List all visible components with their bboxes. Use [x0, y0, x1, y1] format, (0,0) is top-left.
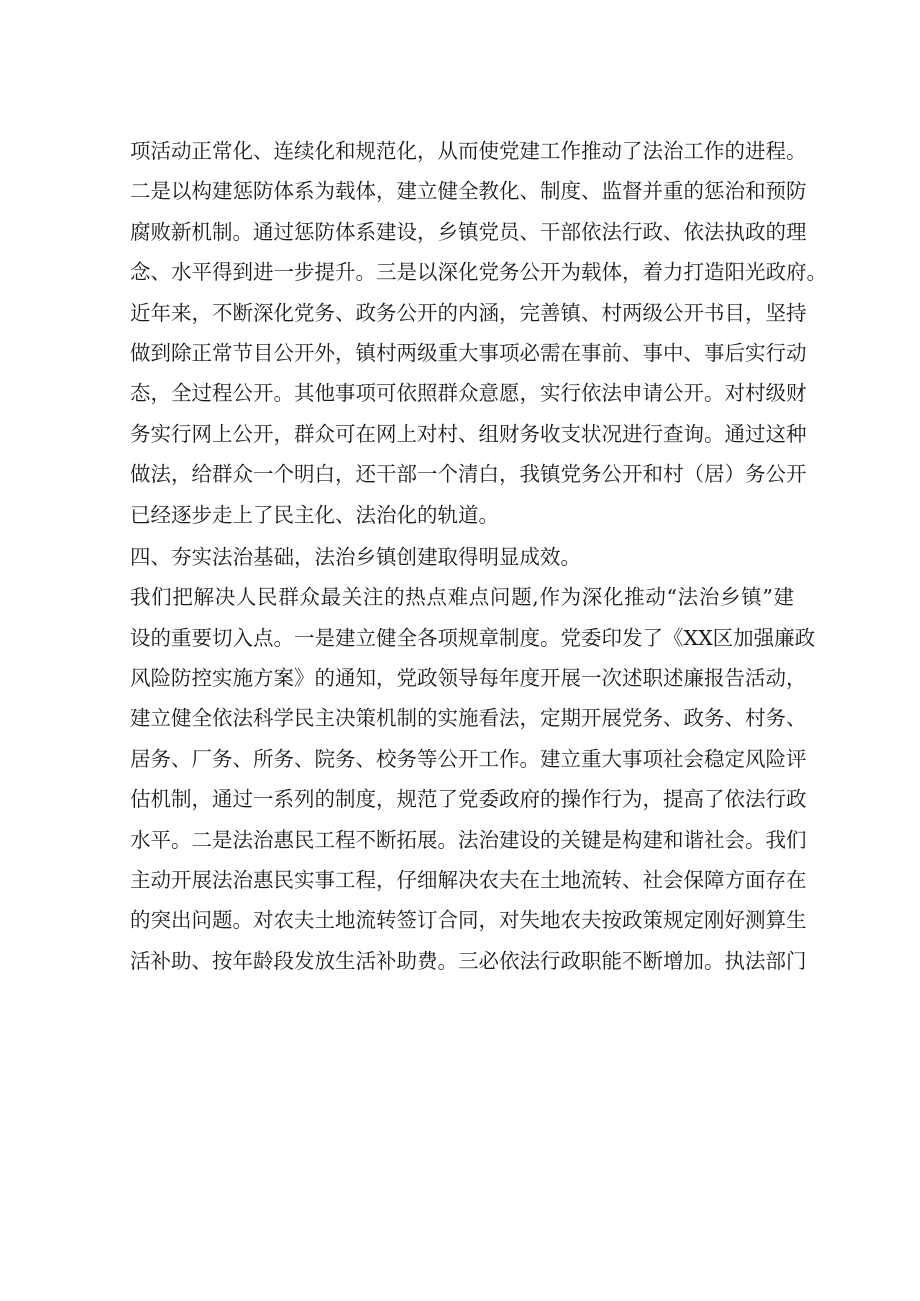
- text-line: 近年来，不断深化党务、政务公开的内涵，完善镇、村两级公开书目，坚持: [130, 300, 807, 325]
- section-heading-text: 四、夯实法治基础，法治乡镇创建取得明显成效。: [130, 544, 581, 569]
- document-body: [130, 131, 827, 981]
- text-line: 设的重要切入点。一是建立健全各项规章制度。党委印发了《XX区加强廉政: [130, 625, 816, 650]
- section-heading: [130, 537, 794, 577]
- text-line: 二是以构建惩防体系为载体，建立健全教化、制度、监督并重的惩治和预防: [130, 179, 807, 204]
- text-line: 居务、厂务、所务、院务、校务等公开工作。建立重大事项社会稳定风险评: [130, 746, 807, 771]
- text-line: 风险防控实施方案》的通知，党政领导每年度开展一次述职述廉报告活动，: [130, 666, 807, 691]
- text-line: 水平。二是法治惠民工程不断拓展。法治建设的关键是构建和谐社会。我们: [130, 827, 807, 852]
- paragraph-party-affairs: [130, 131, 827, 535]
- text-line: 务实行网上公开，群众可在网上对村、组财务收支状况进行查询。通过这种: [130, 421, 807, 446]
- text-line: 建立健全依法科学民主决策机制的实施看法，定期开展党务、政务、村务、: [130, 706, 807, 731]
- text-line: 估机制，通过一系列的制度，规范了党委政府的操作行为，提高了依法行政: [130, 787, 807, 812]
- text-line: 做法，给群众一个明白，还干部一个清白，我镇党务公开和村（居）务公开: [130, 462, 807, 487]
- text-line: 态，全过程公开。其他事项可依照群众意愿，实行依法申请公开。对村级财: [130, 381, 807, 406]
- paragraph-rule-of-law: [130, 577, 816, 981]
- text-line: 我们把解决人民群众最关注的热点难点问题,作为深化推动“法治乡镇”建: [130, 585, 794, 610]
- text-line: 念、水平得到进一步提升。三是以深化党务公开为载体，着力打造阳光政府。: [130, 260, 827, 285]
- text-line: 主动开展法治惠民实事工程，仔细解决农夫在土地流转、社会保障方面存在: [130, 868, 807, 893]
- text-line: 的突出问题。对农夫土地流转签订合同，对失地农夫按政策规定刚好测算生: [130, 908, 807, 933]
- text-line: 腐败新机制。通过惩防体系建设，乡镇党员、干部依法行政、依法执政的理: [130, 219, 807, 244]
- text-line: 活补助、按年龄段发放生活补助费。三必依法行政职能不断增加。执法部门: [130, 948, 807, 973]
- text-line: 项活动正常化、连续化和规范化，从而使党建工作推动了法治工作的进程。: [130, 139, 807, 163]
- text-line: 做到除正常节目公开外，镇村两级重大事项必需在事前、事中、事后实行动: [130, 340, 807, 365]
- text-line: 已经逐步走上了民主化、法治化的轨道。: [130, 502, 499, 527]
